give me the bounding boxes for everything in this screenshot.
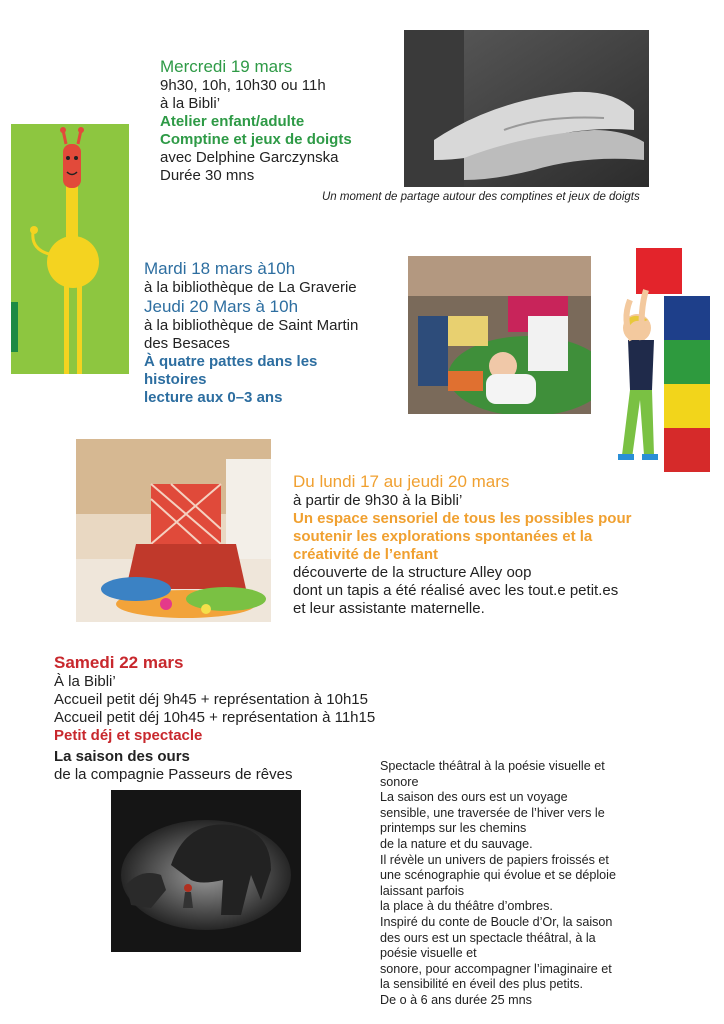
event2-place2b: des Besaces bbox=[144, 335, 230, 352]
hands-photo bbox=[404, 30, 649, 187]
child-blocks-illustration bbox=[592, 240, 712, 475]
event4-desc-line: sonore bbox=[380, 774, 419, 789]
event1-title1: Atelier enfant/adulte bbox=[160, 113, 305, 130]
event1-title2: Comptine et jeux de doigts bbox=[160, 131, 352, 148]
event4-place: À la Bibli’ bbox=[54, 673, 116, 690]
event4-desc-line: laissant parfois bbox=[380, 883, 464, 898]
event2-date2: Jeudi 20 Mars à 10h bbox=[144, 297, 299, 316]
event4-date: Samedi 22 mars bbox=[54, 653, 184, 672]
event2-text bbox=[144, 259, 358, 407]
event1-place: à la Bibli’ bbox=[160, 95, 221, 112]
event4-desc-line: une scénographie qui évolue et se déploie bbox=[380, 868, 616, 883]
shadow-theatre-photo bbox=[111, 790, 301, 952]
event4-desc-line: poésie visuelle et bbox=[380, 946, 477, 961]
event1-duration: Durée 30 mns bbox=[160, 167, 255, 184]
event3-desc1: découverte de la structure Alley oop bbox=[293, 564, 532, 581]
event3-title2: soutenir les explorations spontanées et la bbox=[293, 528, 593, 545]
event4-desc-line: la place à du théâtre d’ombres. bbox=[380, 899, 553, 914]
event1-text bbox=[160, 56, 352, 185]
event4-desc-line: Spectacle théâtral à la poésie visuelle et bbox=[380, 759, 605, 773]
event3-title3: créativité de l’enfant bbox=[293, 546, 439, 563]
event2-title3: lecture aux 0–3 ans bbox=[144, 389, 283, 406]
event1-times: 9h30, 10h, 10h30 ou 11h bbox=[160, 77, 326, 94]
event4-desc-line: printemps sur les chemins bbox=[380, 821, 527, 836]
event4-desc-line: des ours est un spectacle théâtral, à la bbox=[380, 930, 596, 945]
event1-with: avec Delphine Garczynska bbox=[160, 149, 339, 166]
event2-title2: histoires bbox=[144, 371, 207, 388]
event4-text bbox=[54, 652, 375, 784]
event4-desc-line: De o à 6 ans durée 25 mns bbox=[380, 992, 532, 1007]
event3-title1: Un espace sensoriel de tous les possibles pour bbox=[293, 510, 632, 527]
event3-date: Du lundi 17 au jeudi 20 mars bbox=[293, 472, 510, 491]
event2-place1: à la bibliothèque de La Graverie bbox=[144, 279, 357, 296]
event4-session1: Accueil petit déj 9h45 + représentation à 10h15 bbox=[54, 691, 368, 708]
event4-subtitle: Petit déj et spectacle bbox=[54, 727, 203, 744]
event4-desc-line: Inspiré du conte de Boucle d’Or, la saison bbox=[380, 914, 613, 929]
event4-company: de la compagnie Passeurs de rêves bbox=[54, 766, 293, 783]
event1-date: Mercredi 19 mars bbox=[160, 57, 293, 76]
event4-desc-line: de la nature et du sauvage. bbox=[380, 836, 533, 851]
event4-desc-line: Il révèle un univers de papiers froissés et bbox=[380, 852, 609, 867]
event2-date1: Mardi 18 mars à10h bbox=[144, 259, 296, 278]
event3-place: à partir de 9h30 à la Bibli’ bbox=[293, 492, 463, 509]
event2-title1: À quatre pattes dans les bbox=[144, 353, 318, 370]
event4-desc-line: sonore, pour accompagner l’imaginaire et bbox=[380, 961, 612, 976]
event4-session2: Accueil petit déj 10h45 + représentation à 11h15 bbox=[54, 709, 376, 726]
event4-desc-line: La saison des ours est un voyage bbox=[380, 790, 568, 805]
event2-place2a: à la bibliothèque de Saint Martin bbox=[144, 317, 359, 334]
babies-reading-photo bbox=[408, 256, 591, 414]
event1-caption: Un moment de partage autour des comptines et jeux de doigts bbox=[322, 191, 640, 203]
event4-description bbox=[380, 759, 650, 1009]
event4-desc-line: sensible, une traversée de l’hiver vers le bbox=[380, 805, 605, 820]
giraffe-illustration bbox=[11, 124, 129, 374]
event4-show-title: La saison des ours bbox=[54, 748, 190, 765]
event3-desc3: et leur assistante maternelle. bbox=[293, 600, 485, 617]
event3-text bbox=[293, 471, 631, 618]
event4-desc-line: la sensibilité en éveil des plus petits. bbox=[380, 977, 584, 992]
sensory-space-photo bbox=[76, 439, 271, 622]
event3-desc2: dont un tapis a été réalisé avec les tout.e petit.es bbox=[293, 582, 619, 599]
